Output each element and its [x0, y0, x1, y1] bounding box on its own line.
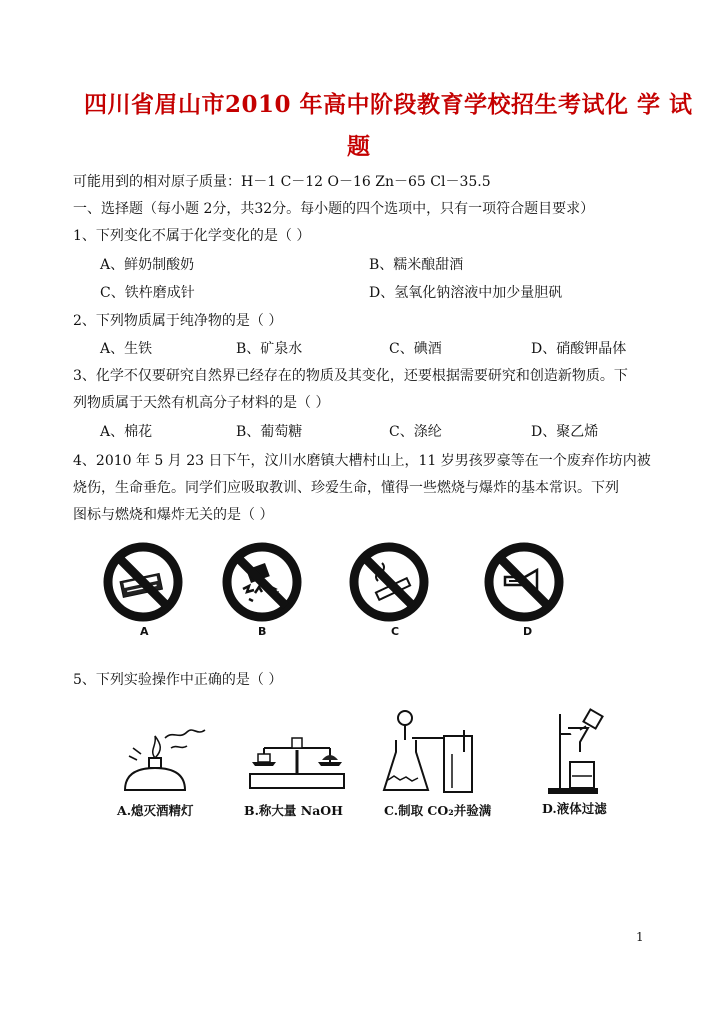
page-title-line1: 四川省眉山市2010 年高中阶段教育学校招生考试化 学 试	[84, 91, 693, 118]
question-3-option-a: A、棉花	[100, 424, 153, 440]
balance-scale-illustration	[244, 716, 350, 796]
sign-label-d: D	[523, 625, 533, 638]
atomic-masses: 可能用到的相对原子质量：H－1 C－12 O－16 Zn－65 Cl－35.5	[73, 174, 491, 190]
question-3-stem-line1: 3、化学不仅要研究自然界已经存在的物质及其变化，还要根据需要研究和创造新物质。下	[73, 368, 628, 384]
question-1-option-d: D、氢氧化钠溶液中加少量胆矾	[369, 285, 563, 301]
question-1-option-b: B、糯米酿甜酒	[369, 257, 464, 273]
filtration-illustration	[540, 706, 630, 798]
no-matches-sign-icon	[102, 541, 184, 623]
sign-label-a: A	[140, 625, 149, 638]
gas-apparatus-illustration	[378, 706, 488, 798]
question-4-stem-line1: 4、2010 年 5 月 23 日下午，汶川水磨镇大槽村山上，11 岁男孩罗豪等在一个废弃作坊内被	[73, 453, 651, 469]
no-smoking-sign-icon	[348, 541, 430, 623]
question-4-stem-line2: 烧伤，生命垂危。同学们应吸取教训、珍爱生命，懂得一些燃烧与爆炸的基本常识。下列	[73, 480, 619, 496]
q5-caption-c: C.制取 CO₂并验满	[384, 803, 492, 818]
question-2-stem: 2、下列物质属于纯净物的是（ ）	[73, 313, 283, 329]
sign-label-c: C	[391, 625, 400, 638]
no-fireworks-sign-icon	[221, 541, 303, 623]
question-5-stem: 5、下列实验操作中正确的是（ ）	[73, 672, 283, 688]
sign-label-b: B	[258, 625, 267, 638]
page-title-line2: 题	[347, 133, 371, 160]
question-2-option-b: B、矿泉水	[236, 341, 303, 357]
question-3-option-d: D、聚乙烯	[531, 424, 599, 440]
question-2-option-d: D、硝酸钾晶体	[531, 341, 627, 357]
question-3-option-b: B、葡萄糖	[236, 424, 303, 440]
question-1-option-a: A、鲜奶制酸奶	[100, 257, 195, 273]
q5-caption-b: B.称大量 NaOH	[244, 803, 343, 818]
question-2-option-c: C、碘酒	[389, 341, 442, 357]
question-3-stem-line2: 列物质属于天然有机高分子材料的是（ ）	[73, 395, 330, 411]
alcohol-lamp-illustration	[115, 718, 215, 798]
question-4-stem-line3: 图标与燃烧和爆炸无关的是（ ）	[73, 507, 274, 523]
page-number: 1	[636, 930, 644, 944]
section-heading: 一、选择题（每小题 2分，共32分。每小题的四个选项中，只有一项符合题目要求）	[73, 201, 595, 217]
no-horn-sign-icon	[483, 541, 565, 623]
question-2-option-a: A、生铁	[100, 341, 153, 357]
q5-caption-d: D.液体过滤	[542, 801, 607, 816]
question-1-stem: 1、下列变化不属于化学变化的是（ ）	[73, 228, 311, 244]
question-1-option-c: C、铁杵磨成针	[100, 285, 195, 301]
q5-caption-a: A.熄灭酒精灯	[117, 803, 194, 818]
question-3-option-c: C、涤纶	[389, 424, 442, 440]
